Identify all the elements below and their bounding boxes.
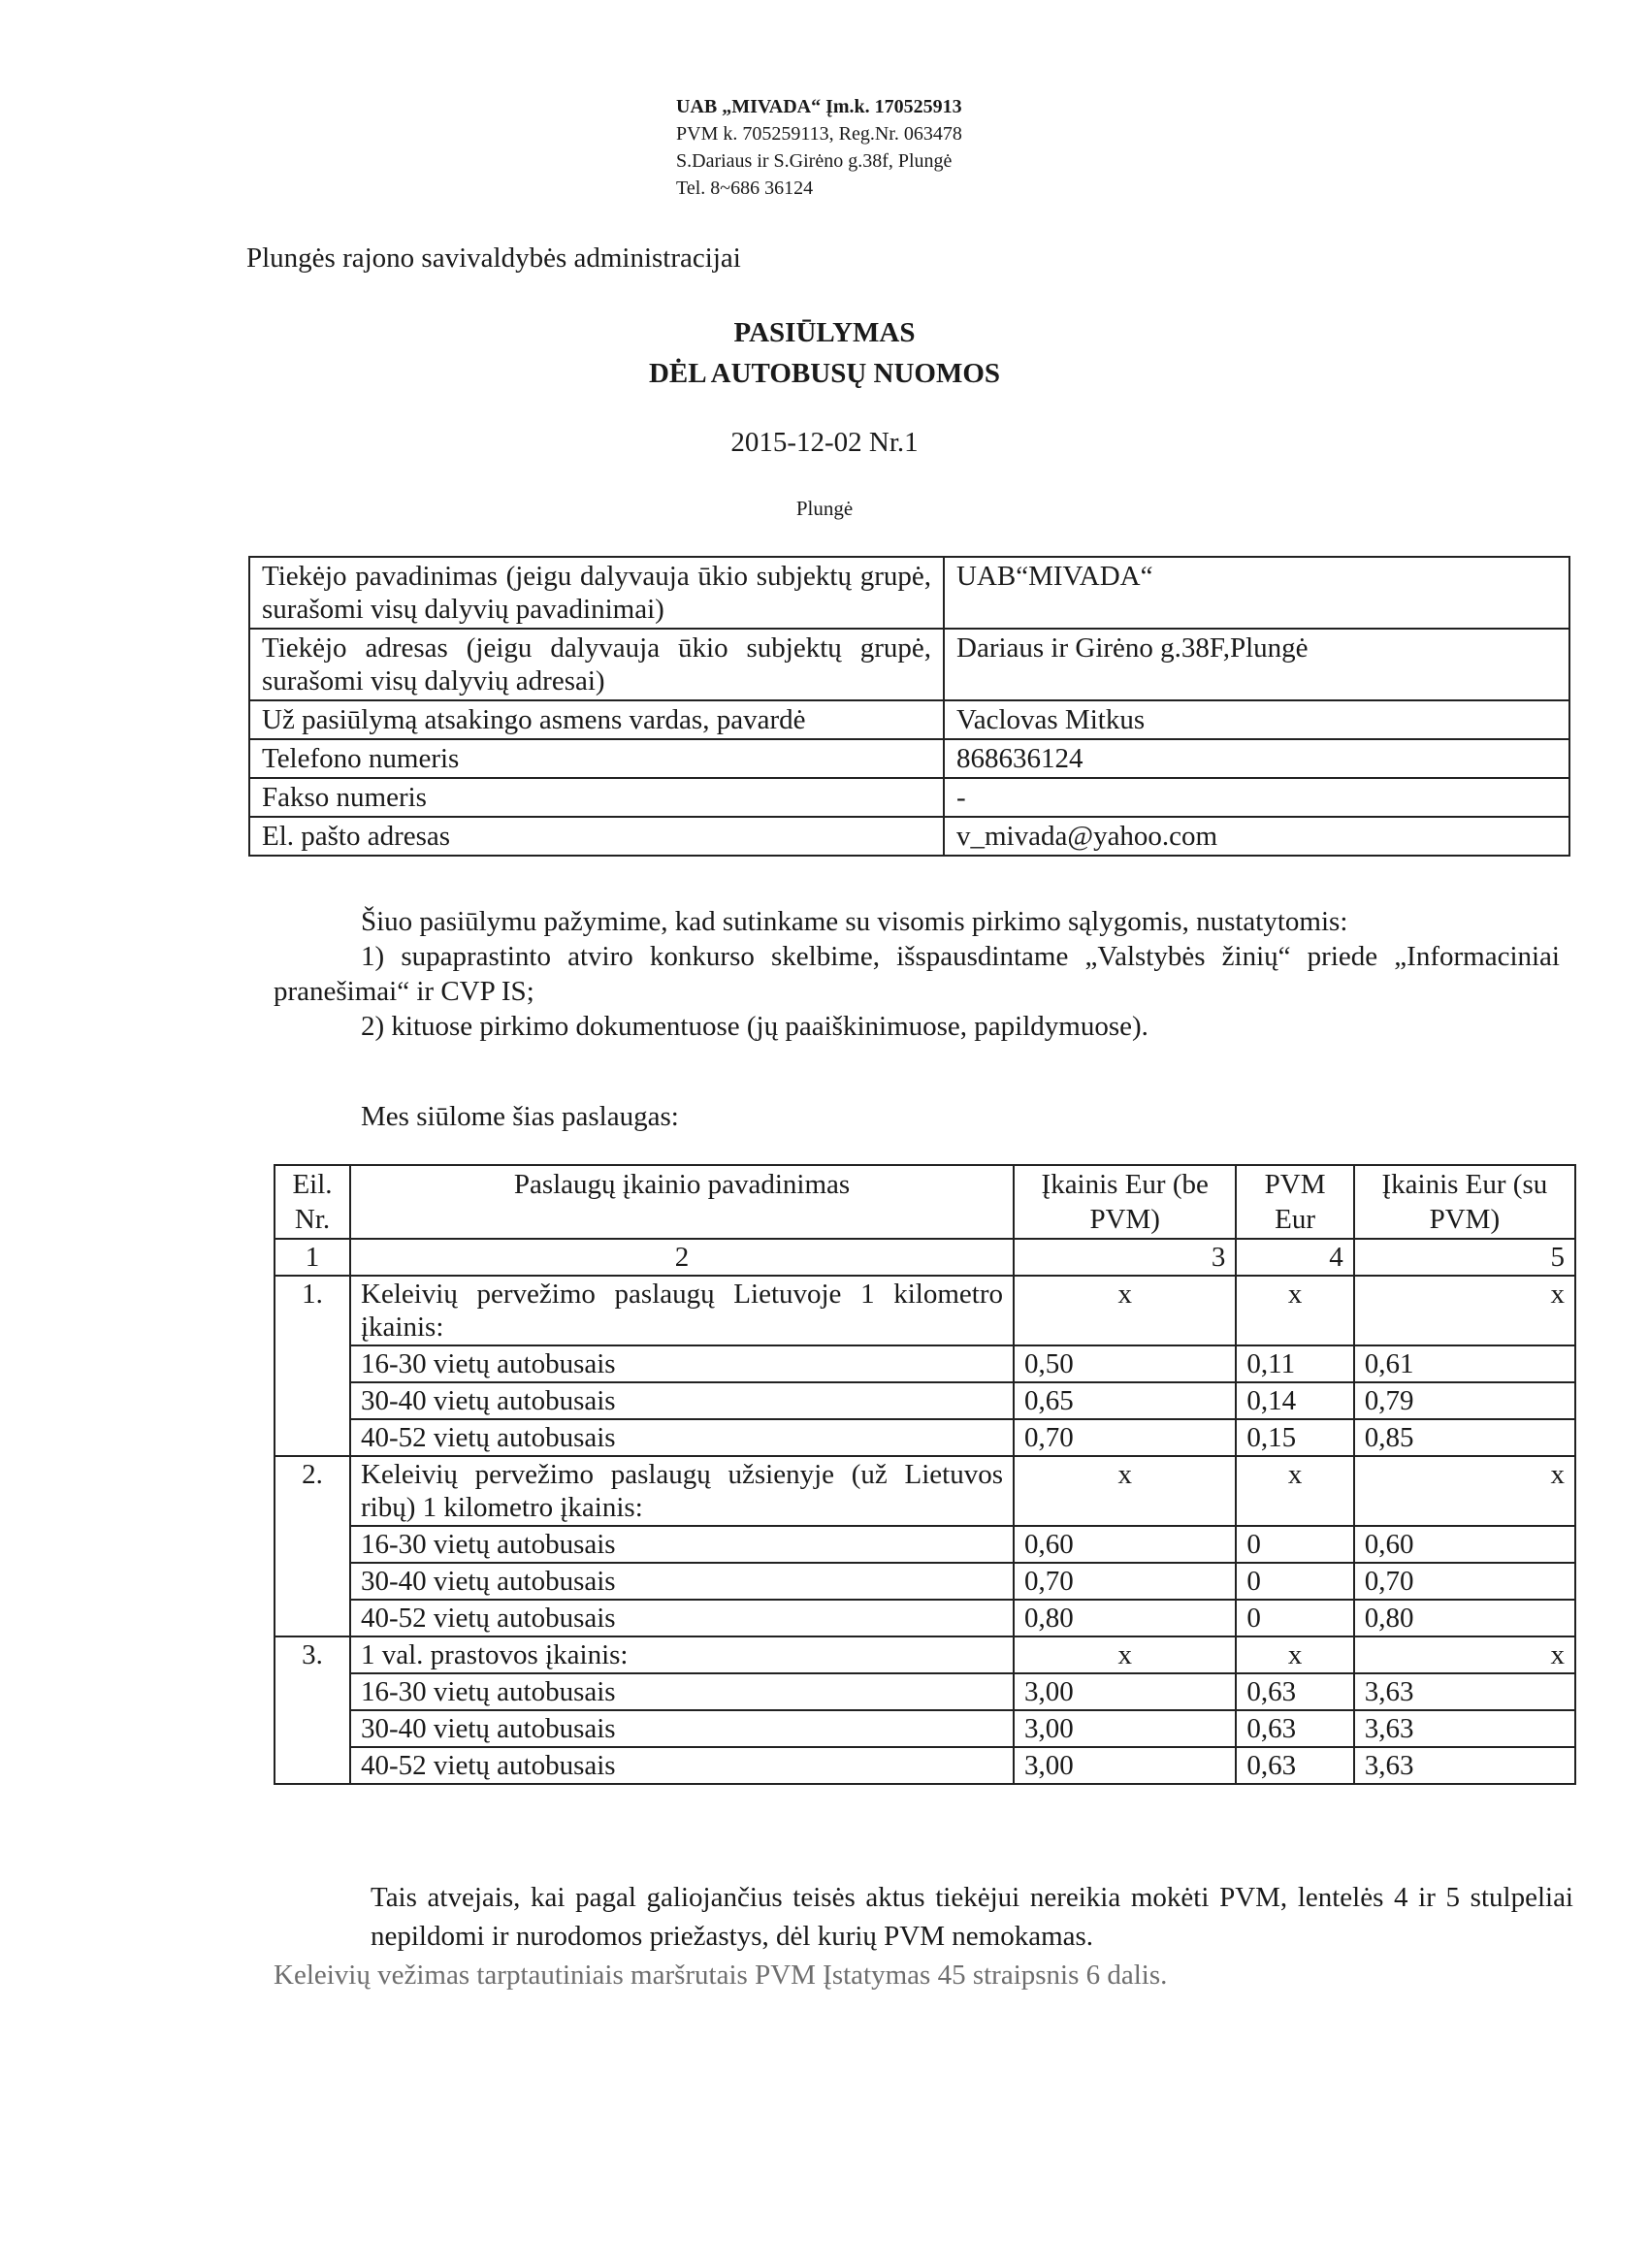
price-net: 3,00 [1014,1673,1236,1710]
supplier-row [249,629,1569,700]
service-name: 30-40 vietų autobusais [350,1710,1014,1747]
group-mark-gross: x [1354,1276,1575,1345]
title-line-2: DĖL AUTOBUSŲ NUOMOS [648,358,1001,389]
price-net: 3,00 [1014,1710,1236,1747]
service-name: 16-30 vietų autobusais [350,1673,1014,1710]
group-title: 1 val. prastovos įkainis: [350,1636,1014,1673]
price-table [274,1164,1576,1785]
supplier-row [249,700,1569,739]
price-gross: 0,60 [1354,1526,1575,1563]
col-number-4: 4 [1236,1239,1353,1276]
service-group-row [275,1456,1575,1526]
price-gross: 0,61 [1354,1345,1575,1382]
supplier-row [249,817,1569,856]
price-vat: 0,63 [1236,1747,1353,1784]
vat-note: Tais atvejais, kai pagal galiojančius teisės aktus tiekėjui nereikia mokėti PVM, lentelės 4 ir 5 stulpeliai nepildomi ir nurodomos priežastys, dėl kurių PVM nemokamas. [371,1882,1573,1952]
supplier-field-label: El. pašto adresas [249,817,944,856]
price-gross: 0,70 [1354,1563,1575,1600]
price-gross: 0,80 [1354,1600,1575,1636]
price-row [275,1747,1575,1784]
supplier-field-label: Telefono numeris [249,739,944,778]
service-name: 16-30 vietų autobusais [350,1526,1014,1563]
group-mark-vat: x [1236,1276,1353,1345]
price-vat: 0,11 [1236,1345,1353,1382]
price-row [275,1600,1575,1636]
group-title: Keleivių pervežimo paslaugų Lietuvoje 1 kilometro įkainis: [350,1276,1014,1345]
document-date: 2015-12-02 Nr.1 [730,427,919,458]
service-group-row [275,1276,1575,1345]
column-number-row [275,1239,1575,1276]
agreement-item-2: 2) kituose pirkimo dokumentuose (jų paaiškinimuose, papildymuose). [361,1011,1148,1042]
supplier-field-label: Tiekėjo adresas (jeigu dalyvauja ūkio subjektų grupė, surašomi visų dalyvių adresai) [249,629,944,700]
price-row [275,1419,1575,1456]
price-net: 0,50 [1014,1345,1236,1382]
price-vat: 0,63 [1236,1673,1353,1710]
document-place: Plungė [795,497,854,520]
supplier-field-label: Fakso numeris [249,778,944,817]
supplier-field-value: UAB“MIVADA“ [944,557,1569,629]
service-name: 16-30 vietų autobusais [350,1345,1014,1382]
address-line: S.Dariaus ir S.Girėno g.38f, Plungė [676,150,953,172]
header-gross: Įkainis Eur (su PVM) [1354,1165,1575,1239]
price-gross: 0,85 [1354,1419,1575,1456]
supplier-field-value: - [944,778,1569,817]
price-net: 0,70 [1014,1563,1236,1600]
price-row [275,1710,1575,1747]
service-name: 40-52 vietų autobusais [350,1419,1014,1456]
group-number: 3. [275,1636,350,1784]
service-group-row [275,1636,1575,1673]
header-vat: PVM Eur [1236,1165,1353,1239]
company-line: UAB „MIVADA“ Įm.k. 170525913 [676,96,962,117]
group-number: 2. [275,1456,350,1636]
price-vat: 0 [1236,1563,1353,1600]
agreement-intro: Šiuo pasiūlymu pažymime, kad sutinkame su visomis pirkimo sąlygomis, nustatytomis: [361,906,1348,937]
col-number-2: 2 [350,1239,1014,1276]
document-title [0,312,1649,394]
price-net: 0,65 [1014,1382,1236,1419]
price-gross: 3,63 [1354,1710,1575,1747]
title-line-1: PASIŪLYMAS [733,317,916,348]
col-number-5: 5 [1354,1239,1575,1276]
supplier-table [248,556,1570,857]
agreement-item-1: 1) supaprastinto atviro konkurso skelbime, išspausdintame „Valstybės žinių“ priede „Informaciniai pranešimai“ ir CVP IS; [274,941,1560,1007]
supplier-field-label: Tiekėjo pavadinimas (jeigu dalyvauja ūkio subjektų grupė, surašomi visų dalyvių pavadinimai) [249,557,944,629]
vat-exemption-reason: Keleivių vežimas tarptautiniais maršrutais PVM Įstatymas 45 straipsnis 6 dalis. [274,1960,1168,1991]
col-number-1: 1 [275,1239,350,1276]
price-row [275,1673,1575,1710]
group-mark-vat: x [1236,1456,1353,1526]
supplier-field-label: Už pasiūlymą atsakingo asmens vardas, pavardė [249,700,944,739]
col-number-3: 3 [1014,1239,1236,1276]
price-vat: 0,15 [1236,1419,1353,1456]
header-nr: Eil. Nr. [275,1165,350,1239]
group-title: Keleivių pervežimo paslaugų užsienyje (už Lietuvos ribų) 1 kilometro įkainis: [350,1456,1014,1526]
price-vat: 0,14 [1236,1382,1353,1419]
agreement-text [274,904,1560,1044]
service-name: 40-52 vietų autobusais [350,1747,1014,1784]
group-mark-net: x [1014,1456,1236,1526]
price-vat: 0 [1236,1526,1353,1563]
price-row [275,1382,1575,1419]
price-net: 0,80 [1014,1600,1236,1636]
supplier-row [249,739,1569,778]
price-gross: 3,63 [1354,1747,1575,1784]
price-gross: 3,63 [1354,1673,1575,1710]
price-vat: 0,63 [1236,1710,1353,1747]
group-mark-gross: x [1354,1456,1575,1526]
price-row [275,1345,1575,1382]
price-row [275,1526,1575,1563]
price-vat: 0 [1236,1600,1353,1636]
price-net: 0,60 [1014,1526,1236,1563]
price-table-header-row [275,1165,1575,1239]
supplier-row [249,778,1569,817]
group-mark-net: x [1014,1276,1236,1345]
group-number: 1. [275,1276,350,1456]
price-net: 3,00 [1014,1747,1236,1784]
services-intro: Mes siūlome šias paslaugas: [361,1101,679,1132]
service-name: 40-52 vietų autobusais [350,1600,1014,1636]
price-net: 0,70 [1014,1419,1236,1456]
letterhead [676,93,962,202]
service-name: 30-40 vietų autobusais [350,1563,1014,1600]
service-name: 30-40 vietų autobusais [350,1382,1014,1419]
footer-note [274,1878,1573,1994]
vat-reg-line: PVM k. 705259113, Reg.Nr. 063478 [676,123,962,145]
supplier-field-value: Dariaus ir Girėno g.38F,Plungė [944,629,1569,700]
supplier-field-value: 868636124 [944,739,1569,778]
supplier-row [249,557,1569,629]
group-mark-net: x [1014,1636,1236,1673]
group-mark-vat: x [1236,1636,1353,1673]
price-row [275,1563,1575,1600]
header-net: Įkainis Eur (be PVM) [1014,1165,1236,1239]
header-name: Paslaugų įkainio pavadinimas [350,1165,1014,1239]
addressee: Plungės rajono savivaldybės administracijai [246,243,741,274]
supplier-field-value: v_mivada@yahoo.com [944,817,1569,856]
price-gross: 0,79 [1354,1382,1575,1419]
phone-line: Tel. 8~686 36124 [676,178,814,199]
group-mark-gross: x [1354,1636,1575,1673]
supplier-field-value: Vaclovas Mitkus [944,700,1569,739]
